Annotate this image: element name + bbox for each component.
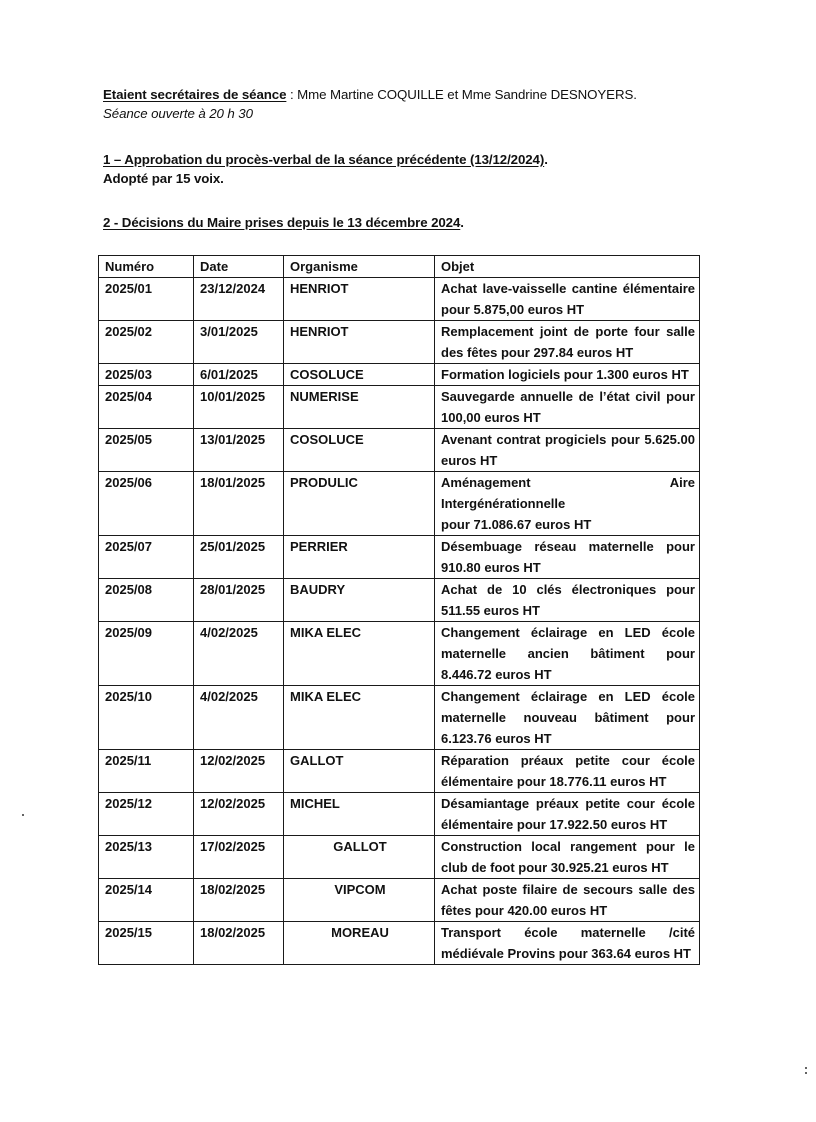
table-row <box>99 472 700 536</box>
section1-result: Adopté par 15 voix. <box>103 171 224 186</box>
cell-organisme: MICHEL <box>284 793 435 836</box>
cell-date: 18/02/2025 <box>194 879 284 922</box>
cell-organisme: COSOLUCE <box>284 364 435 386</box>
cell-objet: Transport école maternelle /cité médiévale Provins pour 363.64 euros HT <box>435 922 700 965</box>
section1-title: 1 – Approbation du procès-verbal de la séance précédente (13/12/2024) <box>103 152 545 167</box>
cell-objet: Réparation préaux petite cour école élémentaire pour 18.776.11 euros HT <box>435 750 700 793</box>
cell-organisme: GALLOT <box>284 836 435 879</box>
header-numero: Numéro <box>99 256 194 278</box>
table-row <box>99 386 700 429</box>
cell-numero: 2025/13 <box>99 836 194 879</box>
cell-objet <box>435 472 700 536</box>
cell-date: 18/02/2025 <box>194 922 284 965</box>
cell-date: 28/01/2025 <box>194 579 284 622</box>
cell-objet: Formation logiciels pour 1.300 euros HT <box>435 364 700 386</box>
cell-date: 4/02/2025 <box>194 686 284 750</box>
cell-organisme: NUMERISE <box>284 386 435 429</box>
table-row <box>99 429 700 472</box>
header-organisme: Organisme <box>284 256 435 278</box>
secretaries-label: Etaient secrétaires de séance <box>103 87 287 102</box>
table-row <box>99 579 700 622</box>
cell-organisme: PRODULIC <box>284 472 435 536</box>
cell-numero: 2025/15 <box>99 922 194 965</box>
cell-numero: 2025/07 <box>99 536 194 579</box>
table-row <box>99 622 700 686</box>
cell-numero: 2025/05 <box>99 429 194 472</box>
cell-organisme: PERRIER <box>284 536 435 579</box>
table-header-row <box>99 256 700 278</box>
cell-objet: Changement éclairage en LED école maternelle ancien bâtiment pour 8.446.72 euros HT <box>435 622 700 686</box>
cell-numero: 2025/08 <box>99 579 194 622</box>
cell-objet: Changement éclairage en LED école maternelle nouveau bâtiment pour 6.123.76 euros HT <box>435 686 700 750</box>
table-row <box>99 793 700 836</box>
cell-numero: 2025/04 <box>99 386 194 429</box>
header-date: Date <box>194 256 284 278</box>
section2-title-end: . <box>460 215 464 230</box>
header-objet: Objet <box>435 256 700 278</box>
scan-speck <box>805 1072 807 1074</box>
scan-speck <box>805 1067 807 1069</box>
cell-organisme: MOREAU <box>284 922 435 965</box>
objet-line: Aménagement Aire <box>441 475 695 490</box>
table-row <box>99 922 700 965</box>
cell-date: 6/01/2025 <box>194 364 284 386</box>
section1-heading <box>103 151 548 169</box>
cell-objet: Remplacement joint de porte four salle des fêtes pour 297.84 euros HT <box>435 321 700 364</box>
section1-title-end: . <box>544 152 548 167</box>
cell-objet: Avenant contrat progiciels pour 5.625.00 euros HT <box>435 429 700 472</box>
cell-date: 3/01/2025 <box>194 321 284 364</box>
table-row <box>99 278 700 321</box>
cell-organisme: VIPCOM <box>284 879 435 922</box>
table-row <box>99 879 700 922</box>
table-row <box>99 536 700 579</box>
cell-organisme: BAUDRY <box>284 579 435 622</box>
decisions-table <box>98 255 700 965</box>
cell-objet: Achat lave-vaisselle cantine élémentaire pour 5.875,00 euros HT <box>435 278 700 321</box>
cell-date: 23/12/2024 <box>194 278 284 321</box>
cell-organisme: HENRIOT <box>284 278 435 321</box>
cell-date: 18/01/2025 <box>194 472 284 536</box>
cell-numero: 2025/02 <box>99 321 194 364</box>
cell-date: 10/01/2025 <box>194 386 284 429</box>
cell-numero: 2025/01 <box>99 278 194 321</box>
cell-objet: Achat de 10 clés électroniques pour 511.55 euros HT <box>435 579 700 622</box>
scan-speck <box>22 814 24 816</box>
cell-date: 17/02/2025 <box>194 836 284 879</box>
table-row <box>99 686 700 750</box>
cell-date: 13/01/2025 <box>194 429 284 472</box>
cell-date: 25/01/2025 <box>194 536 284 579</box>
cell-numero: 2025/03 <box>99 364 194 386</box>
cell-numero: 2025/12 <box>99 793 194 836</box>
cell-numero: 2025/14 <box>99 879 194 922</box>
secretaries-line <box>103 86 637 104</box>
cell-numero: 2025/09 <box>99 622 194 686</box>
cell-objet: Sauvegarde annuelle de l’état civil pour 100,00 euros HT <box>435 386 700 429</box>
section2-title: 2 - Décisions du Maire prises depuis le 13 décembre 2024 <box>103 215 461 230</box>
section2-heading <box>103 214 464 232</box>
table-row <box>99 750 700 793</box>
cell-numero: 2025/11 <box>99 750 194 793</box>
cell-organisme: MIKA ELEC <box>284 622 435 686</box>
cell-objet: Construction local rangement pour le club de foot pour 30.925.21 euros HT <box>435 836 700 879</box>
cell-organisme: COSOLUCE <box>284 429 435 472</box>
cell-objet: Achat poste filaire de secours salle des fêtes pour 420.00 euros HT <box>435 879 700 922</box>
secretaries-value: : Mme Martine COQUILLE et Mme Sandrine DESNOYERS. <box>286 87 637 102</box>
objet-line: pour 71.086.67 euros HT <box>441 517 592 532</box>
cell-numero: 2025/10 <box>99 686 194 750</box>
table-row <box>99 321 700 364</box>
cell-organisme: GALLOT <box>284 750 435 793</box>
session-opened: Séance ouverte à 20 h 30 <box>103 106 253 121</box>
cell-organisme: HENRIOT <box>284 321 435 364</box>
objet-line: Intergénérationnelle <box>441 496 566 511</box>
cell-date: 12/02/2025 <box>194 793 284 836</box>
cell-organisme: MIKA ELEC <box>284 686 435 750</box>
table-row <box>99 364 700 386</box>
cell-date: 4/02/2025 <box>194 622 284 686</box>
table-row <box>99 836 700 879</box>
cell-objet: Désamiantage préaux petite cour école élémentaire pour 17.922.50 euros HT <box>435 793 700 836</box>
cell-objet: Désembuage réseau maternelle pour 910.80 euros HT <box>435 536 700 579</box>
cell-date: 12/02/2025 <box>194 750 284 793</box>
cell-numero: 2025/06 <box>99 472 194 536</box>
